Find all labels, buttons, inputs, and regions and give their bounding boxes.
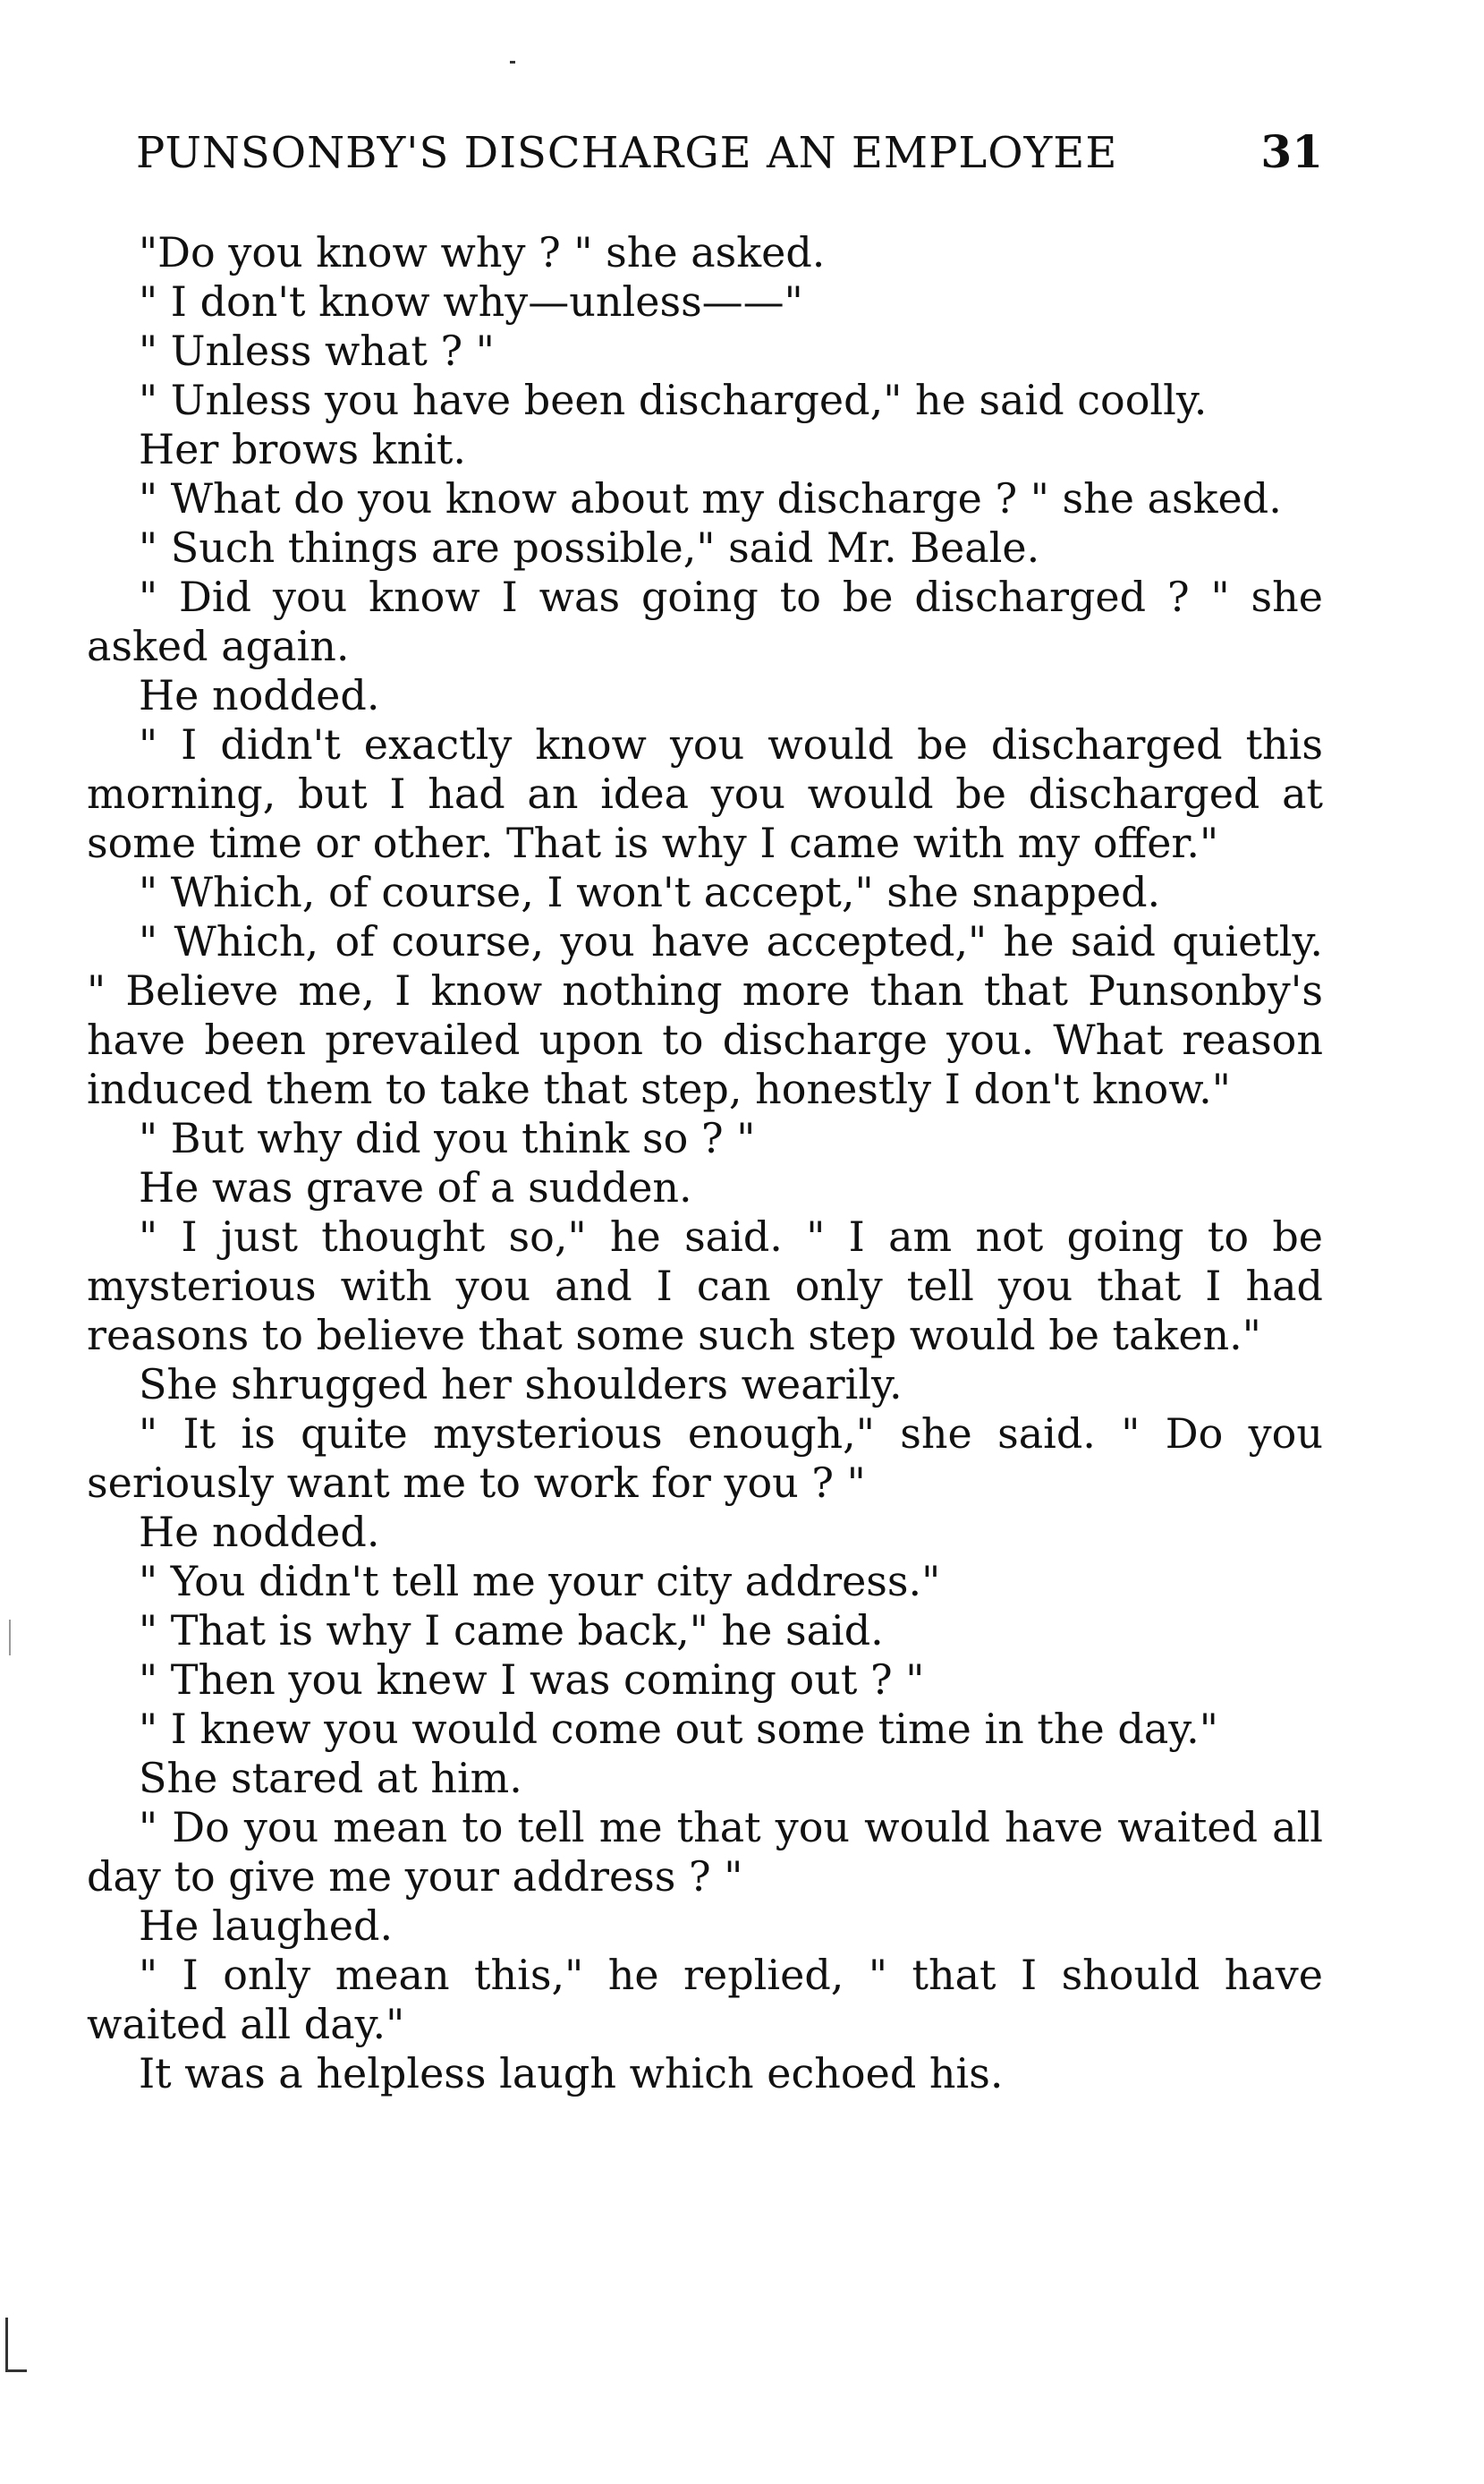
paragraph: She stared at him. [139,1754,522,1802]
paragraph: It was a helpless laugh which echoed his. [139,2049,1004,2097]
paragraph: " You didn't tell me your city address." [139,1557,941,1605]
scan-speck [510,61,515,64]
paragraph: " What do you know about my discharge ? " she asked. [139,474,1282,523]
scan-speck [5,2318,8,2371]
paragraph: " Unless you have been discharged," he said coolly. [139,376,1208,424]
paragraph: She shrugged her shoulders wearily. [139,1360,903,1408]
paragraph: "Do you know why ? " she asked. [139,228,826,276]
paragraph: Her brows knit. [139,425,467,473]
scan-speck [9,1620,11,1655]
paragraph: He laughed. [139,1901,394,1950]
paragraph: " It is quite mysterious enough," she said. " Do you seriously want me to work for you ? " [87,1409,1323,1507]
body-text [87,228,1323,2098]
paragraph: " Unless what ? " [139,327,495,375]
paragraph: " I didn't exactly know you would be discharged this morning, but I had an idea you would be discharged at some time or other. That is why I came with my offer." [87,720,1323,867]
page-header [136,125,1323,188]
paragraph: " Then you knew I was coming out ? " [139,1655,925,1704]
running-head: PUNSONBY'S DISCHARGE AN EMPLOYEE [136,128,1118,178]
paragraph: " I knew you would come out some time in the day." [139,1705,1218,1753]
paragraph: " I only mean this," he replied, " that I should have waited all day." [87,1951,1323,2048]
paragraph: " Which, of course, you have accepted," he said quietly. " Believe me, I know nothing more than that Punsonby's have been prevailed upon to discharge you. What reason induced them to take that step, honestly I don't know." [87,917,1323,1113]
paragraph: " Such things are possible," said Mr. Beale. [139,523,1040,572]
paragraph: He was grave of a sudden. [139,1163,692,1212]
paragraph: He nodded. [139,1508,380,1556]
paragraph: " I don't know why—unless——" [139,277,803,326]
scan-speck [5,2369,27,2372]
paragraph: " Do you mean to tell me that you would have waited all day to give me your address ? " [87,1803,1323,1901]
paragraph: " I just thought so," he said. " I am not going to be mysterious with you and I can only tell you that I had reasons to believe that some such step would be taken." [87,1212,1323,1359]
paragraph: " But why did you think so ? " [139,1114,756,1162]
paragraph: " That is why I came back," he said. [139,1606,884,1655]
paragraph: " Did you know I was going to be discharged ? " she asked again. [87,573,1323,670]
page-number: 31 [1260,125,1323,178]
paragraph: He nodded. [139,671,380,719]
paragraph: " Which, of course, I won't accept," she snapped. [139,868,1161,916]
